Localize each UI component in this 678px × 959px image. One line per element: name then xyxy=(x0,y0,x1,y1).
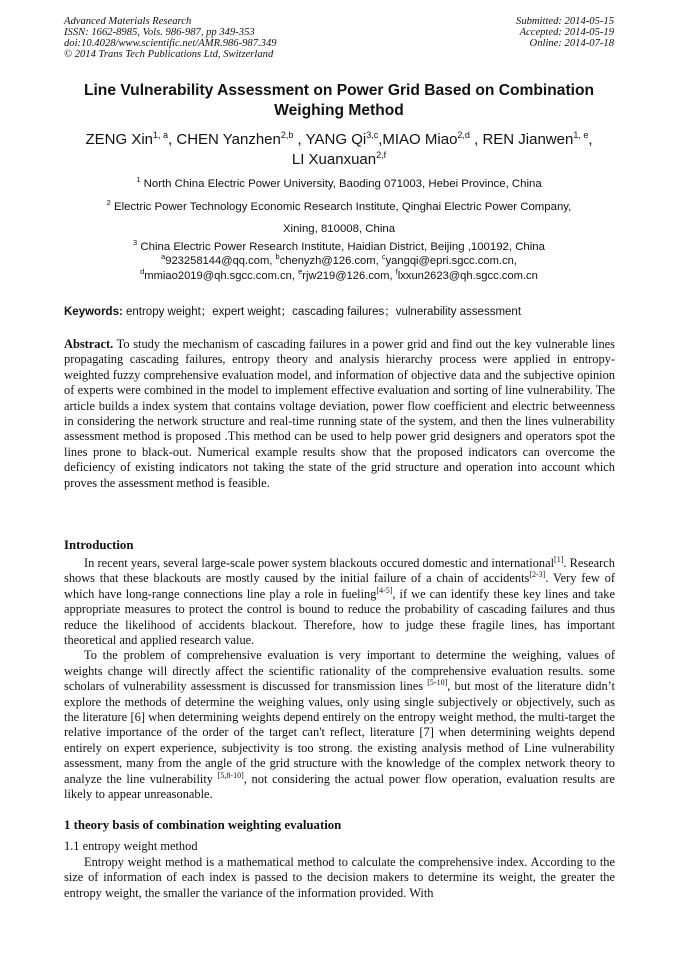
paper-title xyxy=(64,81,614,121)
affiliation-number: 3 xyxy=(133,238,138,247)
journal-issn: ISSN: 1662-8985, Vols. 986-987, pp 349-353 xyxy=(64,27,255,38)
paragraph-text: . Research shows that these blackouts are mostly caused by the initial failure of a chain of accidents xyxy=(64,556,615,586)
author-separator: , xyxy=(469,131,483,148)
introduction-heading: Introduction xyxy=(64,538,134,552)
subsection-1-1-heading: 1.1 entropy weight method xyxy=(64,839,198,853)
email-sup: d xyxy=(140,267,145,276)
citation-ref: [2-3] xyxy=(529,570,546,580)
abstract-text: To study the mechanism of cascading failures in a power grid and find out the key vulnerable lines propagating cascading failures, entropy theory and analysis hierarchy process were applied in entropy-weighted fuzzy comprehensive evaluation model, and information of objective data and the subjective opinion of experts were combined in the model to implement effective evaluation and sorting of line vulnerability. The article builds a index system that contains voltage deviation, power flow coefficient and electric betweenness in considering the network structure and real-time running state of the system, and then the lines vulnerability assessment method is proposed .This method can be used to help power grid designers and operators spot the lines prone to black-out. Numerical example results show that the proposed indicators can overcome the deficiency of existing indicators not taking the state of the grid structure and operation into account which proves the assessment method is feasible. xyxy=(64,337,615,490)
author-name: LI Xuanxuan xyxy=(291,151,377,168)
abstract xyxy=(64,337,615,491)
online-date: Online: 2014-07-18 xyxy=(529,38,614,49)
email-line-2 xyxy=(64,269,614,284)
affiliation-line xyxy=(64,196,614,218)
journal-name: Advanced Materials Research xyxy=(64,16,192,27)
section-1-paragraph-1: Entropy weight method is a mathematical method to calculate the comprehensive index. According to the size of information of each index is passed to the decision makers to determine its weight, the greater the entropy weight, the smaller the variance of the information provided. With xyxy=(64,855,615,900)
author-list xyxy=(64,130,614,170)
author-affil-sup: 1, a xyxy=(153,130,169,140)
author-line-2 xyxy=(64,150,614,170)
author-affil-sup: 3,c xyxy=(366,130,379,140)
author-name: ZENG Xin xyxy=(85,131,153,148)
affiliation-line: Xining, 810008, China xyxy=(282,223,396,235)
author-affil-sup: 2,d xyxy=(457,130,470,140)
author-separator: , xyxy=(293,131,306,148)
author-affil-sup: 2,b xyxy=(280,130,294,140)
author-emails xyxy=(64,254,614,284)
author-line-1 xyxy=(64,130,614,150)
paragraph-text: , but most of the literature didn’t explore the methods of determine the weighing values, only using single subjectively or objectively, such as the literature [6] when determining weights depend entirely on the entropy weight method, the multi-target the relative importance of the order of the target can't reflect, literature [7] when determining weights depend entirely on expert experience, subjectivity is too strong. the existing analysis method of Line vulnerability assessment, many from the angle of the grid structure with the knowledge of the complex network theory to analyze the line vulnerability xyxy=(64,679,615,786)
citation-ref: [4-5] xyxy=(376,585,393,595)
affiliation-2 xyxy=(64,196,614,240)
email-sup: c xyxy=(381,252,386,261)
submission-dates xyxy=(516,16,614,49)
submitted-date: Submitted: 2014-05-15 xyxy=(516,16,614,27)
author-separator: , xyxy=(588,131,593,148)
journal-header xyxy=(64,16,277,60)
affiliation-3 xyxy=(64,239,614,255)
email-sup: a xyxy=(161,252,166,261)
author-affil-sup: 2,f xyxy=(376,150,387,160)
introduction-paragraph-2 xyxy=(64,648,615,802)
affiliation-text: North China Electric Power University, Baoding 071003, Hebei Province, China xyxy=(143,178,542,190)
author-separator: , xyxy=(168,131,177,148)
email-f: lxxun2623@qh.sgcc.com.cn xyxy=(397,270,538,282)
affiliation-text: Electric Power Technology Economic Research Institute, Qinghai Electric Power Company, xyxy=(114,201,572,213)
section-1-body xyxy=(64,855,615,901)
email-e: rjw219@126.com, xyxy=(302,270,396,282)
title-line-2: Weighing Method xyxy=(274,102,404,119)
affiliation-text: China Electric Power Research Institute, Haidian District, Beijing ,100192, China xyxy=(140,241,545,253)
email-sup: e xyxy=(298,267,303,276)
paragraph-text: , not considering the actual power flow operation, evaluation results are likely to appear unreasonable. xyxy=(64,771,615,802)
accepted-date: Accepted: 2014-05-19 xyxy=(519,27,614,38)
paragraph-text: . Very few of which have long-range connections line play a role in fueling xyxy=(64,571,615,601)
section-1-heading: 1 theory basis of combination weighting evaluation xyxy=(64,818,342,832)
email-sup: b xyxy=(275,252,280,261)
introduction-paragraph-1 xyxy=(64,556,615,648)
email-b: chenyzh@126.com, xyxy=(279,255,382,267)
email-c: yangqi@epri.sgcc.com.cn, xyxy=(385,255,517,267)
paragraph-text: , if we can identify these key lines and take appropriate measures to protect the control is bound to reduce the probability of cascading failures and thus reduce the likelihood of accidents blackout. Therefore, how to judge these fragile lines, has important theoretical and applied research value. xyxy=(64,586,615,648)
author-name: CHEN Yanzhen xyxy=(176,131,281,148)
abstract-label: Abstract. xyxy=(64,337,114,351)
affiliation-number: 1 xyxy=(136,175,141,184)
author-affil-sup: 1, e xyxy=(573,130,589,140)
email-sup: f xyxy=(395,267,398,276)
email-d: mmiao2019@qh.sgcc.com.cn, xyxy=(144,270,299,282)
author-separator: , xyxy=(378,131,383,148)
author-name: YANG Qi xyxy=(305,131,367,148)
paragraph-text: To the problem of comprehensive evaluation is very important to determine the weighing, values of weights change will directly affect the scientific rationality of the comprehensive evaluation results. some scholars of vulnerability assessment is discussed for transmission lines xyxy=(64,648,615,694)
affiliation-1 xyxy=(64,176,614,192)
author-name: MIAO Miao xyxy=(382,131,458,148)
citation-ref: [1] xyxy=(554,555,564,564)
author-name: REN Jianwen xyxy=(482,131,574,148)
journal-copyright: © 2014 Trans Tech Publications Ltd, Switzerland xyxy=(64,49,274,60)
title-line-1: Line Vulnerability Assessment on Power Grid Based on Combination xyxy=(83,82,595,99)
introduction-body xyxy=(64,556,615,803)
paragraph-text: In recent years, several large-scale power system blackouts occured domestic and international xyxy=(84,556,555,570)
email-line-1 xyxy=(64,254,614,269)
keywords-text: entropy weight；expert weight；cascading failures；vulnerability assessment xyxy=(122,306,522,318)
citation-ref: [5,8-10] xyxy=(217,770,244,780)
keywords xyxy=(64,304,616,320)
email-a: 923258144@qq.com, xyxy=(165,255,276,267)
keywords-label: Keywords: xyxy=(64,306,123,318)
citation-ref: [5-10] xyxy=(427,678,448,688)
affiliation-number: 2 xyxy=(106,198,111,207)
journal-doi: doi:10.4028/www.scientific.net/AMR.986-987.349 xyxy=(64,38,277,49)
